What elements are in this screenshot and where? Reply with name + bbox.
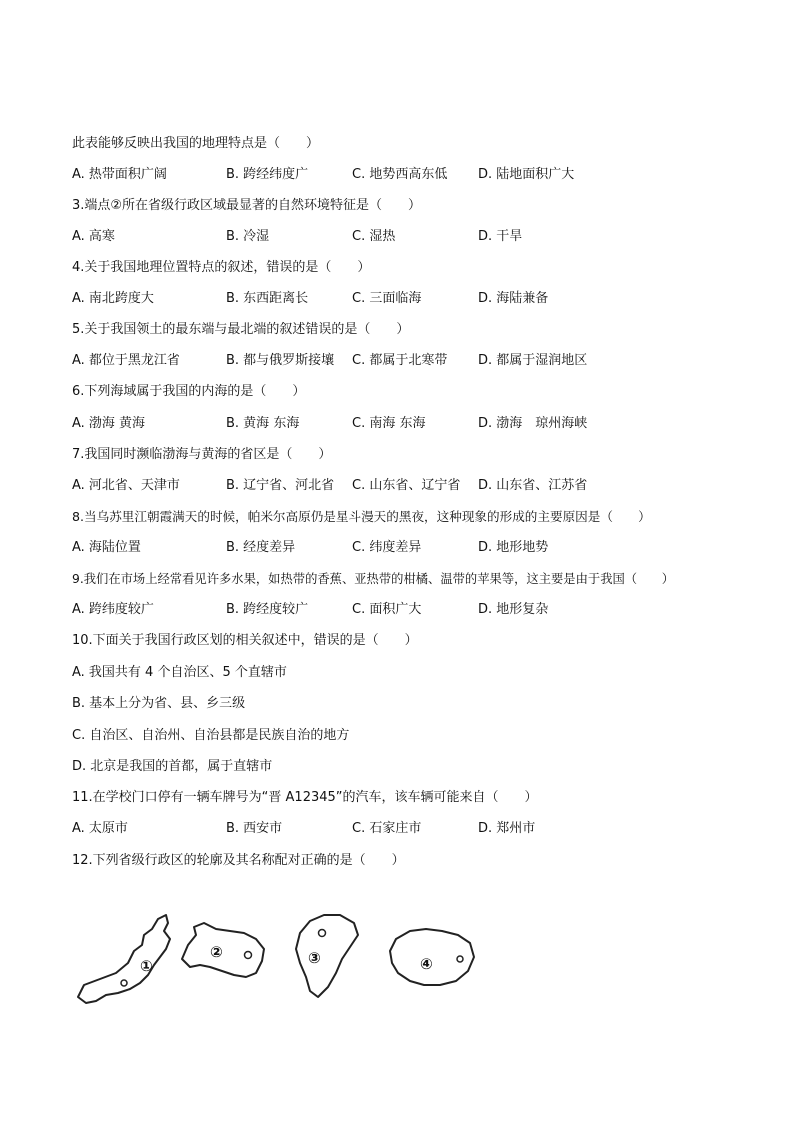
question-7-option-d: D. 山东省、江苏省 — [478, 478, 588, 493]
question-6-option-c: C. 南海 东海 — [352, 416, 426, 431]
question-5-option-d: D. 都属于湿润地区 — [478, 353, 588, 368]
question-10-stem: 10.下面关于我国行政区划的相关叙述中，错误的是（ ） — [72, 633, 418, 648]
question-4-option-b: B. 东西距离长 — [226, 291, 309, 306]
question-4-option-d: D. 海陆兼备 — [478, 291, 549, 306]
question-12-stem: 12.下列省级行政区的轮廓及其名称配对正确的是（ ） — [72, 853, 405, 868]
intro-option-b: B. 跨经纬度广 — [226, 167, 309, 182]
intro-option-d: D. 陆地面积广大 — [478, 167, 575, 182]
map-label-1: ① — [140, 957, 153, 975]
intro-option-c: C. 地势西高东低 — [352, 167, 448, 182]
question-7-option-b: B. 辽宁省、河北省 — [226, 478, 335, 493]
question-11-option-c: C. 石家庄市 — [352, 821, 422, 836]
province-outline-2 — [182, 923, 264, 977]
question-5-option-b: B. 都与俄罗斯接壤 — [226, 353, 335, 368]
intro-option-a: A. 热带面积广阔 — [72, 167, 167, 182]
question-8-option-c: C. 纬度差异 — [352, 540, 422, 555]
question-5-option-c: C. 都属于北寒带 — [352, 353, 448, 368]
question-6-option-a: A. 渤海 黄海 — [72, 416, 146, 431]
question-3-stem: 3.端点②所在省级行政区域最显著的自然环境特征是（ ） — [72, 198, 422, 213]
question-11-option-b: B. 西安市 — [226, 821, 283, 836]
question-5-option-a: A. 都位于黑龙江省 — [72, 353, 180, 368]
question-4-stem: 4.关于我国地理位置特点的叙述，错误的是（ ） — [72, 260, 371, 275]
question-8-stem: 8.当乌苏里江朝霞满天的时候，帕米尔高原仍是星斗漫天的黑夜，这种现象的形成的主要原因是（ ） — [72, 509, 651, 524]
question-10-option-a: A. 我国共有 4 个自治区、5 个直辖市 — [72, 665, 287, 680]
question-7-stem: 7.我国同时濒临渤海与黄海的省区是（ ） — [72, 447, 332, 462]
question-10-option-d: D. 北京是我国的首都，属于直辖市 — [72, 759, 273, 774]
question-9-option-b: B. 跨经度较广 — [226, 602, 309, 617]
question-3-option-c: C. 湿热 — [352, 229, 396, 244]
question-11-option-d: D. 郑州市 — [478, 821, 536, 836]
question-6-option-b: B. 黄海 东海 — [226, 416, 300, 431]
question-8-option-a: A. 海陆位置 — [72, 540, 141, 555]
province-outline-figure — [70, 905, 490, 1015]
question-9-option-d: D. 地形复杂 — [478, 602, 549, 617]
question-4-option-c: C. 三面临海 — [352, 291, 422, 306]
map-label-4: ④ — [420, 955, 433, 973]
question-7-option-a: A. 河北省、天津市 — [72, 478, 180, 493]
question-8-option-d: D. 地形地势 — [478, 540, 549, 555]
question-6-stem: 6.下列海域属于我国的内海的是（ ） — [72, 384, 306, 399]
question-6-option-d: D. 渤海 琼州海峡 — [478, 416, 588, 431]
question-7-option-c: C. 山东省、辽宁省 — [352, 478, 461, 493]
question-10-option-b: B. 基本上分为省、县、乡三级 — [72, 696, 246, 711]
question-9-option-c: C. 面积广大 — [352, 602, 422, 617]
question-10-option-c: C. 自治区、自治州、自治县都是民族自治的地方 — [72, 728, 350, 743]
map-label-2: ② — [210, 943, 223, 961]
question-11-stem: 11.在学校门口停有一辆车牌号为“晋 A12345”的汽车，该车辆可能来自（ ） — [72, 790, 538, 805]
map-label-3: ③ — [308, 949, 321, 967]
question-11-option-a: A. 太原市 — [72, 821, 128, 836]
province-outline-1 — [78, 915, 170, 1003]
question-4-option-a: A. 南北跨度大 — [72, 291, 154, 306]
question-3-option-a: A. 高寒 — [72, 229, 115, 244]
question-3-option-d: D. 干旱 — [478, 229, 523, 244]
province-outline-3 — [296, 915, 358, 997]
question-3-option-b: B. 冷湿 — [226, 229, 270, 244]
question-8-option-b: B. 经度差异 — [226, 540, 296, 555]
question-9-stem: 9.我们在市场上经常看见许多水果，如热带的香蕉、亚热带的柑橘、温带的苹果等，这主要是由于我国（ ） — [72, 572, 674, 586]
question-9-option-a: A. 跨纬度较广 — [72, 602, 154, 617]
intro-stem: 此表能够反映出我国的地理特点是（ ） — [72, 136, 320, 151]
question-5-stem: 5.关于我国领土的最东端与最北端的叙述错误的是（ ） — [72, 322, 410, 337]
